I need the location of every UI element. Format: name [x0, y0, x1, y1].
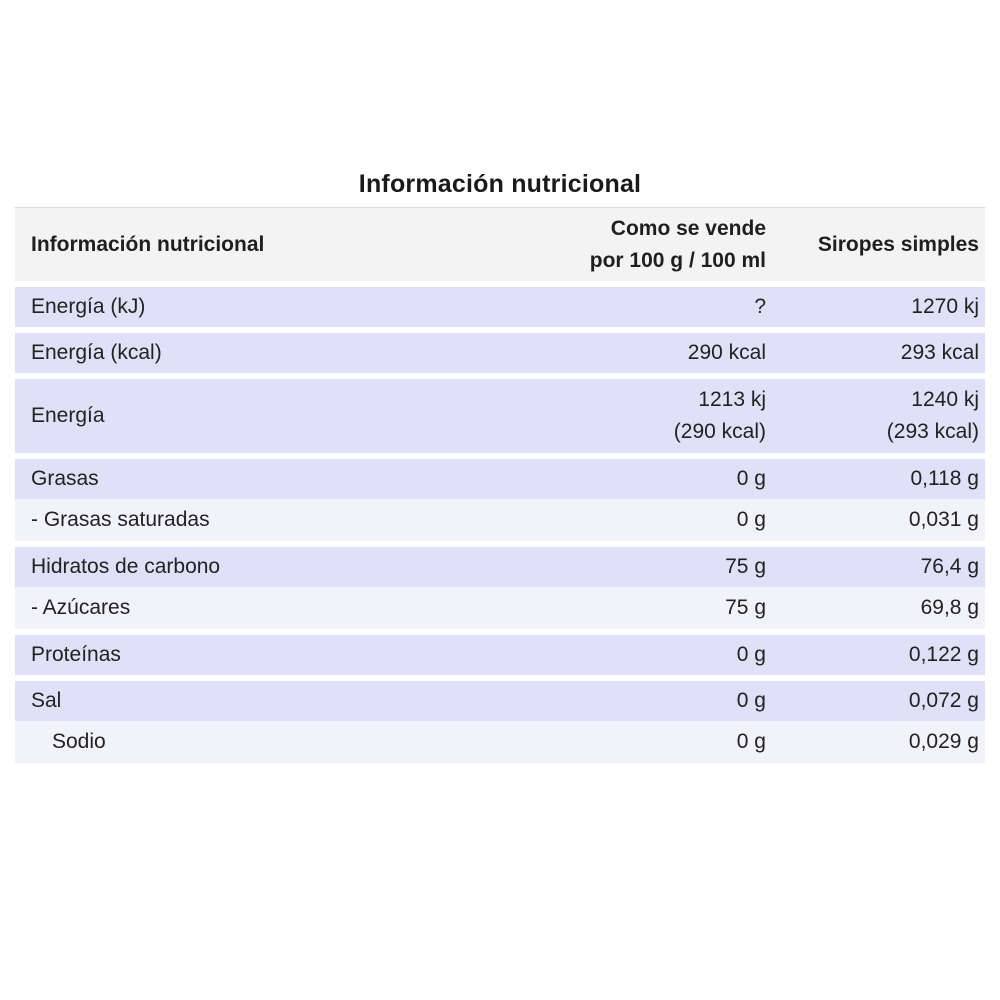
row-simple-syrups-value: 0,122 g	[908, 643, 979, 666]
row-simple-syrups-value: 1270 kj	[911, 295, 979, 318]
row-simple-syrups-value: 0,072 g	[908, 689, 979, 712]
row-simple-syrups-value: 0,031 g	[908, 508, 979, 531]
row-simple-syrups-value: 69,8 g	[920, 596, 979, 619]
table-row	[15, 379, 985, 453]
table-row	[15, 587, 985, 629]
table-header-row	[15, 207, 985, 281]
row-label: Energía	[31, 404, 105, 427]
header-simple-syrups: Siropes simples	[817, 232, 979, 256]
row-simple-syrups-value-line2: (293 kcal)	[886, 420, 979, 443]
row-label: Sodio	[52, 730, 106, 753]
table-caption: Información nutricional	[358, 170, 642, 198]
row-label: Proteínas	[31, 643, 121, 666]
row-label: Hidratos de carbono	[31, 555, 221, 578]
row-as-sold-value: 0 g	[736, 689, 766, 712]
row-as-sold-value: 75 g	[725, 555, 766, 578]
row-as-sold-value: 0 g	[736, 467, 766, 490]
row-simple-syrups-value: 0,118 g	[910, 467, 979, 490]
table-row	[15, 547, 985, 587]
row-as-sold-value: 0 g	[736, 508, 766, 531]
header-as-sold-line2: por 100 g / 100 ml	[589, 248, 766, 272]
row-as-sold-value: 0 g	[736, 730, 766, 753]
row-label: Grasas	[31, 467, 99, 490]
row-label: Energía (kJ)	[31, 295, 146, 318]
row-as-sold-value: 75 g	[725, 596, 766, 619]
header-nutrition-info: Información nutricional	[31, 232, 265, 256]
row-label: - Azúcares	[31, 596, 131, 619]
row-as-sold-value-line2: (290 kcal)	[673, 420, 766, 443]
header-as-sold	[570, 213, 770, 277]
row-as-sold-value-line1: 1213 kj	[698, 388, 766, 411]
header-as-sold-line1: Como se vende	[610, 216, 766, 240]
row-simple-syrups-value	[770, 384, 985, 448]
nutrition-table	[15, 207, 985, 763]
table-row	[15, 287, 985, 327]
table-row	[15, 459, 985, 499]
table-row	[15, 681, 985, 721]
row-label: Energía (kcal)	[31, 341, 162, 364]
table-row	[15, 333, 985, 373]
row-label: Sal	[31, 689, 62, 712]
row-as-sold-value: 0 g	[736, 643, 766, 666]
row-simple-syrups-value: 0,029 g	[908, 730, 979, 753]
row-label: - Grasas saturadas	[31, 508, 210, 531]
table-row	[15, 635, 985, 675]
row-simple-syrups-value: 76,4 g	[920, 555, 979, 578]
row-simple-syrups-value: 293 kcal	[900, 341, 979, 364]
table-row	[15, 721, 985, 763]
row-simple-syrups-value-line1: 1240 kj	[911, 388, 979, 411]
row-as-sold-value	[570, 384, 770, 448]
row-as-sold-value: ?	[754, 295, 766, 318]
table-row	[15, 499, 985, 541]
row-as-sold-value: 290 kcal	[687, 341, 766, 364]
